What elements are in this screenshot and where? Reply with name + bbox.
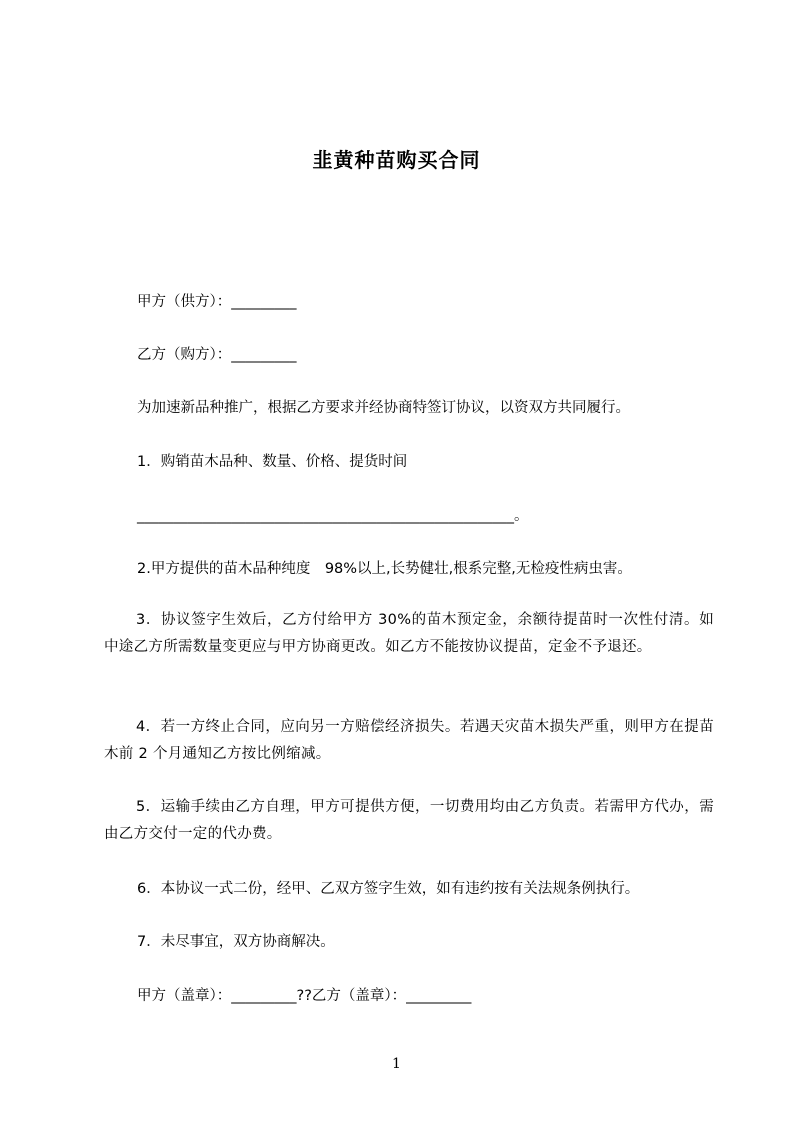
clause-6: 6．本协议一式二份，经甲、乙双方签字生效，如有违约按有关法规条例执行。	[137, 881, 640, 897]
party-a-line: 甲方（供方）：_________	[137, 294, 297, 310]
clause-1-heading: 1．购销苗木品种、数量、价格、提货时间	[137, 454, 408, 470]
clause-2: 2.甲方提供的苗木品种纯度 98%以上,长势健壮,根系完整,无检疫性病虫害。	[137, 561, 632, 577]
clause-1-blank: ____________________________________________________。	[137, 508, 529, 524]
signature-line: 甲方（盖章）：_________??乙方（盖章）：_________	[137, 988, 472, 1004]
document-title: 韭黄种苗购买合同	[312, 148, 481, 172]
party-b-line: 乙方（购方）：_________	[137, 347, 297, 363]
clause-4: 4．若一方终止合同，应向另一方赔偿经济损失。若遇天灾苗木损失严重，则甲方在提苗木前 2 个月通知乙方按比例缩减。	[104, 719, 714, 762]
clause-5: 5．运输手续由乙方自理，甲方可提供方便，一切费用均由乙方负责。若需甲方代办，需由乙方交付一定的代办费。	[104, 799, 714, 842]
clause-3: 3．协议签字生效后，乙方付给甲方 30%的苗木预定金，余额待提苗时一次性付清。如中途乙方所需数量变更应与甲方协商更改。如乙方不能按协议提苗，定金不予退还。	[104, 612, 714, 655]
clause-7: 7．未尽事宜，双方协商解决。	[137, 934, 335, 950]
intro-paragraph: 为加速新品种推广，根据乙方要求并经协商特签订协议，以资双方共同履行。	[137, 400, 630, 416]
page-number: 1	[392, 1056, 401, 1072]
